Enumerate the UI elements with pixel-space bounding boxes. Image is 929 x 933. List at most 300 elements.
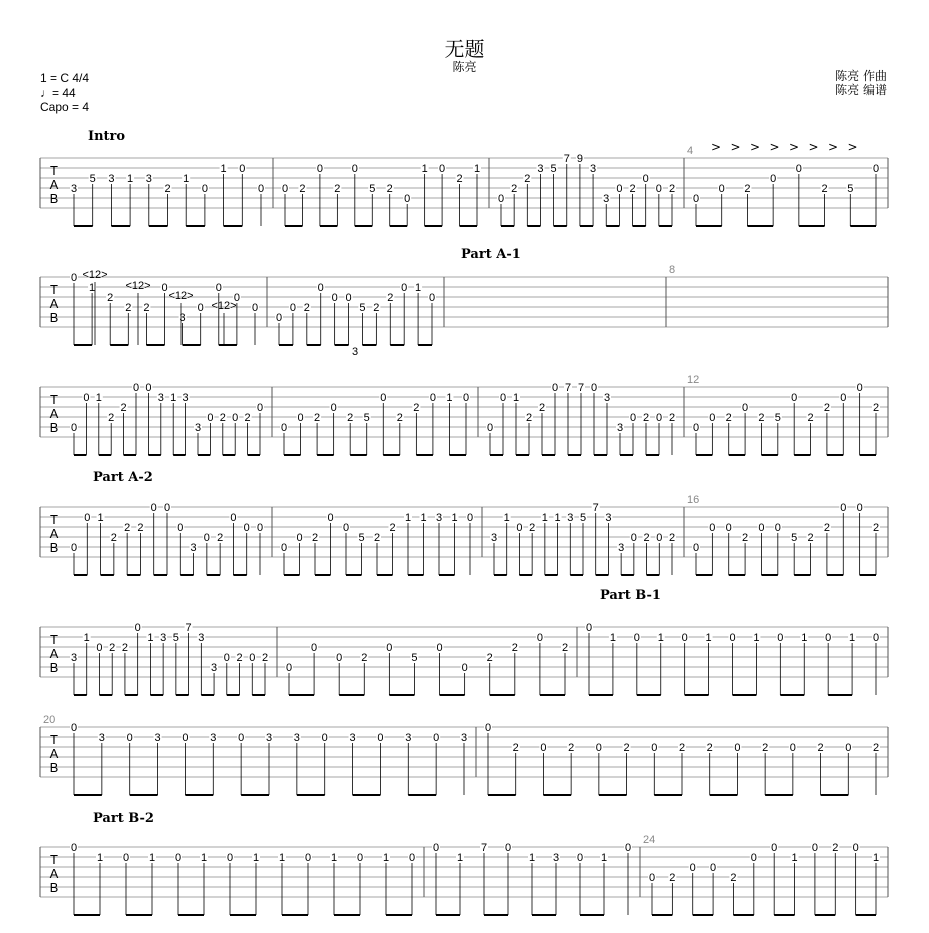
fret-number: 0 [122,852,130,864]
tab-clef-a: A [49,526,59,541]
tab-clef-a: A [49,866,59,881]
fret-number: 0 [257,183,265,195]
fret-number: 0 [750,852,757,864]
fret-number: 0 [132,382,140,394]
fret-number: 2 [107,292,114,304]
fret-number: 1 [200,852,208,864]
fret-number: 2 [725,412,732,424]
fret-number: 3 [157,392,164,404]
fret-number: 0 [126,732,133,744]
fret-number: 0 [791,392,798,404]
harmonic-marker: <12> [168,290,194,302]
fret-number: 1 [528,852,536,864]
tab-clef-b: B [49,760,59,775]
fret-number: 3 [435,512,443,524]
fret-number: 2 [124,522,131,534]
fret-number: 0 [83,392,90,404]
fret-number: 0 [256,402,264,414]
fret-number: 2 [538,402,546,414]
fret-number: 0 [651,742,658,754]
fret-number: 0 [161,282,168,294]
fret-number: 2 [872,522,880,534]
fret-number: 2 [623,742,630,754]
fret-number: 0 [223,652,230,664]
fret-number: 0 [280,422,288,434]
fret-number: 0 [436,642,443,654]
fret-number: 2 [486,652,493,664]
fret-number: 0 [207,412,214,424]
fret-number: 0 [648,872,656,884]
fret-number: 0 [345,292,352,304]
fret-number: 3 [194,422,202,434]
fret-number: 2 [110,532,117,544]
fret-number: 0 [70,722,78,734]
tab-clef-b: B [49,310,59,325]
fret-number: 3 [210,732,217,744]
fret-number: 0 [201,183,208,195]
fret-number: 0 [238,732,245,744]
tab-clef-a: A [49,406,59,421]
fret-number: 0 [356,852,364,864]
fret-number: 1 [148,852,156,864]
fret-number: 0 [718,183,725,195]
fret-number: 5 [579,512,587,524]
fret-number: 1 [512,392,520,404]
fret-number: 0 [771,842,778,854]
fret-number: 1 [473,163,481,175]
fret-number: 3 [182,392,189,404]
tab-clef-t: T [50,732,58,747]
fret-number: 3 [145,173,152,185]
fret-number: 0 [729,632,736,644]
fret-number: 0 [840,502,847,514]
fret-number: 0 [856,382,863,394]
fret-number: 1 [420,512,427,524]
fret-number: 0 [655,183,662,195]
fret-number: 2 [347,412,354,424]
fret-number: 2 [387,292,394,304]
fret-number: 0 [486,422,494,434]
fret-number: 5 [89,173,96,185]
fret-number: 2 [669,872,676,884]
fret-number: 1 [849,632,856,644]
fret-number: 3 [108,173,115,185]
fret-number: 1 [421,163,428,175]
tab-clef-a: A [49,296,59,311]
fret-number: 0 [692,193,700,205]
fret-number: 0 [692,422,700,434]
fret-number: 0 [321,732,328,744]
measure-number: 4 [687,145,694,157]
fret-number: 0 [585,622,593,634]
fret-number: 0 [304,852,312,864]
fret-number: 2 [125,302,132,314]
fret-number: 3 [349,732,356,744]
fret-number: 2 [744,183,751,195]
fret-number: 5 [550,163,557,175]
fret-number: 1 [252,852,260,864]
fret-number: 2 [872,402,880,414]
accent-mark: > [847,140,858,154]
fret-number: 2 [511,183,518,195]
fret-number: 1 [330,852,338,864]
fret-number: 0 [852,842,859,854]
fret-number: 0 [499,392,507,404]
fret-number: 2 [561,642,569,654]
fret-number: 2 [642,412,650,424]
fret-number: 0 [595,742,602,754]
fret-number: 0 [401,282,408,294]
fret-number: 2 [821,183,828,195]
fret-number: 2 [389,522,396,534]
fret-number: 3 [198,632,205,644]
fret-number: 2 [299,183,306,195]
fret-number: 3 [490,532,498,544]
fret-number: 0 [177,522,184,534]
fret-number: 1 [801,632,808,644]
fret-number: 0 [734,742,741,754]
fret-number: 0 [311,642,318,654]
fret-number: 0 [134,622,141,634]
fret-number: 0 [70,422,78,434]
fret-number: 0 [297,412,304,424]
fret-number: 0 [289,302,296,314]
fret-number: 0 [70,842,78,854]
fret-number: 0 [590,382,598,394]
fret-number: 0 [275,312,283,324]
fret-number: 2 [303,302,310,314]
fret-number: 0 [461,662,468,674]
fret-number: 0 [70,542,78,554]
fret-number: 3 [603,392,611,404]
fret-number: 0 [795,163,802,175]
tab-clef-b: B [49,420,59,435]
fret-number: 0 [439,163,446,175]
fret-number: 2 [121,642,128,654]
fret-number: 2 [334,183,341,195]
harmonic-marker: <12> [82,269,108,281]
section-label-part-b1: Part B-1 [600,588,661,603]
fret-number: 0 [96,642,103,654]
fret-number: 0 [429,392,436,404]
fret-number: 0 [689,862,696,874]
fret-number: 2 [823,402,830,414]
fret-number: 2 [386,183,393,195]
fret-number: 5 [411,652,418,664]
fret-number: 2 [120,402,127,414]
fret-number: 1 [456,852,464,864]
measure-number: 16 [687,494,700,506]
fret-number: 3 [567,512,574,524]
fret-number: 3 [537,163,544,175]
fret-number: 2 [668,532,676,544]
fret-number: 3 [603,193,610,205]
fret-number: 0 [84,512,91,524]
fret-number: 0 [316,163,323,175]
fret-number: 2 [244,412,251,424]
fret-number: 1 [446,392,453,404]
fret-number: 1 [170,392,177,404]
section-label-intro: Intro [88,129,126,144]
harmonic-marker: <12> [211,300,237,312]
composer-credit: 陈亮 作曲 [835,69,887,83]
section-label-part-b2: Part B-2 [93,811,154,826]
fret-number: 2 [762,742,769,754]
fret-number: 0 [256,522,264,534]
fret-number: 0 [281,183,289,195]
fret-number: 0 [233,292,240,304]
fret-number: 3 [265,732,273,744]
tab-clef-t: T [50,163,58,178]
fret-number: 2 [137,522,144,534]
fret-number: 1 [127,173,134,185]
fret-number: 3 [590,163,597,175]
fret-number: 1 [657,632,664,644]
fret-number: 0 [351,163,358,175]
fret-number: 0 [633,632,640,644]
tab-clef-t: T [50,852,58,867]
tab-clef-b: B [49,660,59,675]
fret-number: 5 [358,532,365,544]
fret-number: 2 [361,652,368,664]
fret-number: 2 [373,532,381,544]
fret-number: 0 [872,163,880,175]
fret-number: 2 [511,642,518,654]
fret-number: 0 [742,402,749,414]
fret-number: 0 [758,522,765,534]
fret-number: 0 [642,173,649,185]
tab-clef-t: T [50,632,58,647]
fret-number: 5 [847,183,854,195]
arranger-credit: 陈亮 编谱 [835,82,887,97]
tab-clef-t: T [50,282,58,297]
key-signature: 1 = C 4/4 [40,71,90,85]
fret-number: 2 [668,183,676,195]
fret-number: 0 [692,542,700,554]
fret-number: 2 [678,742,686,754]
fret-number: 2 [872,742,880,754]
fret-number: 0 [285,662,293,674]
fret-number: 1 [554,512,561,524]
fret-number: 5 [363,412,370,424]
fret-number: 0 [725,522,732,534]
fret-number: 3 [211,662,218,674]
fret-number: 0 [710,862,717,874]
fret-number: 5 [359,302,366,314]
fret-number: 0 [551,382,559,394]
fret-number: 3 [293,732,300,744]
fret-number: 2 [456,173,463,185]
fret-number: 3 [616,422,624,434]
fret-number: 0 [856,502,863,514]
accent-mark: > [730,140,741,154]
fret-number: 0 [163,502,171,514]
fret-number: 0 [215,282,222,294]
fret-number: 0 [150,502,157,514]
fret-number: 0 [630,532,637,544]
fret-number: 2 [823,522,830,534]
tab-clef-a: A [49,646,59,661]
fret-number: 1 [503,512,510,524]
fret-number: 1 [95,392,102,404]
section-label-part-a2: Part A-2 [93,470,153,485]
tab-clef-b: B [49,191,59,206]
fret-number: 3 [154,732,161,744]
fret-number: 0 [709,522,716,534]
fret-number: 3 [460,732,468,744]
fret-number: 0 [825,632,832,644]
fret-number: 2 [758,412,765,424]
fret-number: 0 [576,852,584,864]
fret-number: 0 [484,722,492,734]
fret-number: 2 [832,842,839,854]
fret-number: 0 [777,632,784,644]
fret-number: 0 [251,302,259,314]
measure-number: 20 [43,714,56,726]
fret-number: 2 [668,412,676,424]
fret-number: 1 [609,632,616,644]
capo-marking: Capo = 4 [40,100,90,114]
tab-clef-t: T [50,392,58,407]
fret-number: 2 [261,652,269,664]
fret-number: 0 [536,632,543,644]
fret-number: 0 [182,732,189,744]
accent-mark: > [749,140,761,154]
fret-number: 5 [172,632,179,644]
fret-number: 0 [380,392,387,404]
tab-clef-b: B [49,540,59,555]
fret-number: 0 [232,412,239,424]
fret-number: 2 [143,302,150,314]
fret-number: 2 [236,652,243,664]
fret-number: 0 [70,272,78,284]
fret-number: 0 [681,632,688,644]
fret-number: 0 [230,512,237,524]
fret-number: 1 [600,852,608,864]
fret-number: 7 [563,153,570,165]
fret-number: 9 [576,153,583,165]
fret-number: 0 [239,163,246,175]
fret-number: 2 [396,412,403,424]
fret-number: 3 [618,542,625,554]
fret-number: 1 [753,632,760,644]
fret-number: 0 [408,852,416,864]
fret-number: 2 [529,522,536,534]
fret-number: 0 [249,652,256,664]
fret-number: 0 [377,732,384,744]
tempo-marking: ♩= 44 [40,85,76,100]
fret-number: 0 [840,392,847,404]
fret-number: 2 [108,412,115,424]
fret-number: 3 [405,732,412,744]
fret-number: 3 [605,512,612,524]
fret-number: 0 [540,742,547,754]
fret-number: 5 [774,412,781,424]
fret-number: 3 [190,542,197,554]
fret-number: 0 [317,282,324,294]
fret-number: 0 [433,732,440,744]
fret-number: 7 [185,622,192,634]
fret-number: 2 [742,532,749,544]
fret-number: 1 [220,163,227,175]
fret-number: 3 [179,312,186,324]
measure-number: 12 [687,374,700,386]
fret-number: 1 [415,282,422,294]
fret-number: 2 [568,742,575,754]
fret-number: 0 [845,742,852,754]
fret-number: 2 [314,412,321,424]
fret-number: 3 [70,183,78,195]
fret-number: 2 [817,742,824,754]
fret-number: 2 [524,173,531,185]
fret-number: 2 [164,183,171,195]
fret-number: 0 [404,193,411,205]
fret-number: 7 [480,842,488,854]
tab-clef-t: T [50,512,58,527]
fret-number: 1 [183,173,190,185]
fret-number: 0 [243,522,250,534]
measure-number: 24 [643,834,656,846]
fret-number: 2 [629,183,636,195]
fret-number: 0 [174,852,182,864]
fret-number: 1 [791,852,798,864]
fret-number: 0 [504,842,512,854]
score-subtitle: 陈亮 [452,60,477,74]
fret-number: 1 [541,512,548,524]
fret-number: 0 [336,652,343,664]
fret-number: 7 [564,382,572,394]
fret-number: 0 [656,532,663,544]
score-title: 无题 [444,37,485,61]
fret-number: 0 [145,382,152,394]
fret-number: 0 [774,522,781,534]
fret-number: 0 [629,412,637,424]
fret-number: 1 [96,852,104,864]
fret-number: 1 [382,852,390,864]
fret-number: 0 [432,842,440,854]
fret-number: 0 [197,302,204,314]
fret-number: 2 [643,532,650,544]
fret-number: 0 [466,512,474,524]
accent-mark: > [769,140,780,154]
fret-number: 1 [97,512,104,524]
tab-clef-a: A [49,746,59,761]
section-label-part-a1: Part A-1 [461,247,521,262]
fret-number: 1 [147,632,154,644]
fret-number: 2 [512,742,519,754]
fret-number: 0 [327,512,334,524]
fret-number: 0 [811,842,818,854]
fret-number: 1 [278,852,286,864]
fret-number: 0 [616,183,623,195]
fret-number: 5 [369,183,376,195]
fret-number: 1 [404,512,412,524]
fret-number: 2 [807,532,814,544]
fret-number: 3 [552,852,560,864]
fret-number: 2 [311,532,319,544]
fret-number: 0 [203,532,210,544]
fret-number: 7 [592,502,599,514]
fret-number: 0 [770,173,777,185]
fret-number: 0 [872,632,880,644]
accent-mark: > [710,140,722,154]
fret-number: 2 [706,742,713,754]
fret-number: 0 [709,412,716,424]
fret-number: 0 [789,742,796,754]
accent-mark: > [808,140,819,154]
fret-number: 0 [462,392,470,404]
fret-number: 2 [373,302,380,314]
